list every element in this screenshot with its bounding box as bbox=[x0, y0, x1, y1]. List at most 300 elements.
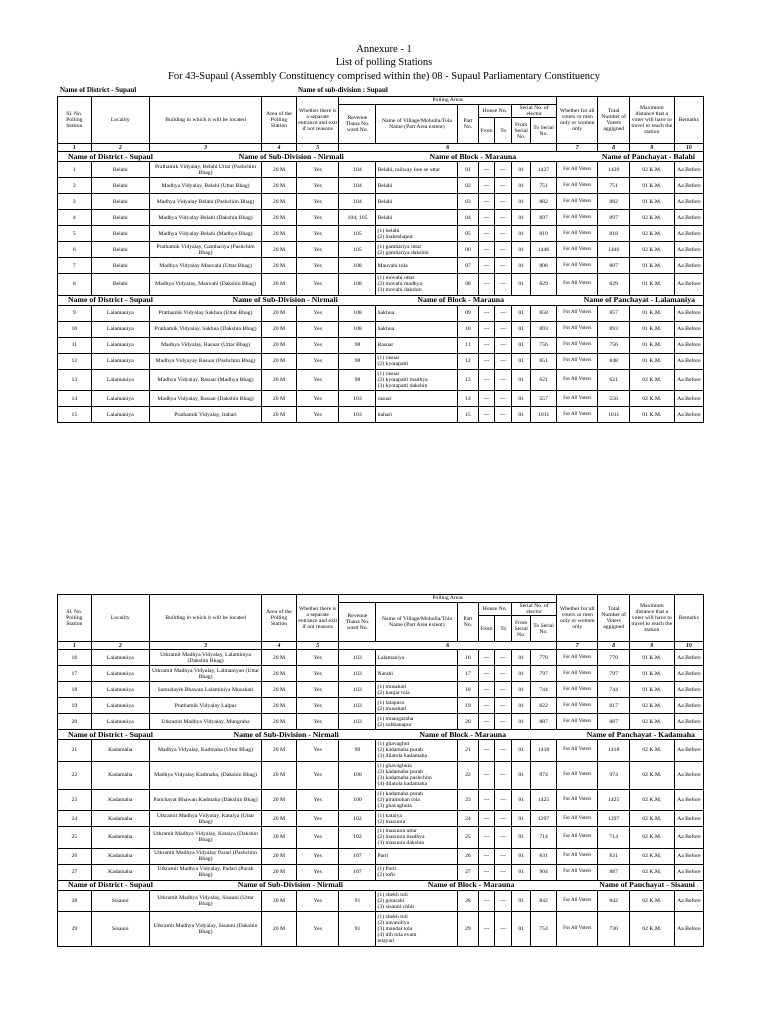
cell-house-to: --- bbox=[495, 242, 512, 258]
cell-total-voters: 1297 bbox=[598, 811, 629, 827]
section-header bbox=[58, 152, 704, 162]
cell-area: 20 M bbox=[262, 650, 297, 666]
cell-total-voters: 817 bbox=[598, 698, 629, 714]
cell-building: Utkramit Madhya Vidyalay Parari (Pashchim Bhag) bbox=[149, 848, 261, 864]
cell-part-no: 19 bbox=[458, 698, 478, 714]
cell-max-distance: 02 K.M. bbox=[629, 740, 674, 762]
subdivision-label: Name of sub-division : Supaul bbox=[298, 86, 388, 94]
cell-serial-no: 16 bbox=[58, 650, 92, 666]
cell-building: Utkramit Madhya Vidyalay, Padari (Purab Bhag) bbox=[149, 864, 261, 880]
table-row bbox=[58, 369, 704, 391]
cell-village: Belahi bbox=[376, 194, 458, 210]
cell-locality: Lalamaniya bbox=[91, 714, 149, 730]
cell-village: Parri bbox=[376, 848, 458, 864]
cell-house-to: --- bbox=[495, 337, 512, 353]
column-number: 8 bbox=[598, 642, 629, 650]
cell-building: Madhya Vidyalay Belahi (Madhya Bhag) bbox=[149, 226, 261, 242]
cell-max-distance: 01 K.M. bbox=[629, 321, 674, 337]
cell-area: 20 M bbox=[262, 761, 297, 789]
header-locality: Locality bbox=[91, 595, 149, 642]
cell-max-distance: 02 K.M. bbox=[629, 226, 674, 242]
cell-part-no: 13 bbox=[458, 369, 478, 391]
cell-village: Belahi bbox=[376, 210, 458, 226]
cell-remarks: Aa Before bbox=[674, 369, 703, 391]
cell-to-serial: 751 bbox=[531, 178, 557, 194]
section-block: Name of Block - Marauna bbox=[417, 295, 505, 305]
table-row bbox=[58, 848, 704, 864]
cell-locality: Sisauni bbox=[91, 912, 149, 947]
cell-to-serial: 858 bbox=[531, 305, 557, 321]
cell-building: Madhya Vidyalay Belahi (Dakshin Bhag) bbox=[149, 210, 261, 226]
cell-house-from: --- bbox=[478, 369, 495, 391]
cell-house-from: --- bbox=[478, 305, 495, 321]
cell-building: Prathamik Vidyalay Sakhua (Uttar Bhag) bbox=[149, 305, 261, 321]
cell-area: 20 M bbox=[262, 789, 297, 811]
cell-locality: Lalamaniya bbox=[91, 650, 149, 666]
cell-house-to: --- bbox=[495, 391, 512, 407]
cell-house-to: --- bbox=[495, 226, 512, 242]
cell-voter-type: For All Voters bbox=[556, 369, 597, 391]
cell-to-serial: 1446 bbox=[531, 242, 557, 258]
cell-serial-no: 29 bbox=[58, 912, 92, 947]
cell-house-from: --- bbox=[478, 210, 495, 226]
cell-voter-type: For All Voters bbox=[556, 890, 597, 912]
cell-remarks: Aa Before bbox=[674, 666, 703, 682]
cell-thana-no: 104 bbox=[339, 178, 376, 194]
table-row bbox=[58, 210, 704, 226]
table-row bbox=[58, 890, 704, 912]
cell-locality: Lalamaniya bbox=[91, 698, 149, 714]
cell-remarks: Aa Before bbox=[674, 740, 703, 762]
cell-entrance: Yes bbox=[296, 242, 339, 258]
cell-voter-type: For All Voters bbox=[556, 162, 597, 178]
table-row bbox=[58, 698, 704, 714]
cell-to-serial: 557 bbox=[531, 391, 557, 407]
cell-remarks: Aa Before bbox=[674, 391, 703, 407]
section-subdivision: Name of Sub-Division - Nirmali bbox=[233, 729, 339, 739]
cell-thana-no: 91 bbox=[339, 912, 376, 947]
cell-locality: Kadamaha bbox=[91, 827, 149, 849]
cell-from-serial: 01 bbox=[512, 740, 531, 762]
cell-part-no: 25 bbox=[458, 827, 478, 849]
table-row bbox=[58, 337, 704, 353]
table-row bbox=[58, 740, 704, 762]
cell-area: 20 M bbox=[262, 912, 297, 947]
cell-part-no: 22 bbox=[458, 761, 478, 789]
column-number: 10 bbox=[674, 144, 703, 152]
cell-house-to: --- bbox=[495, 650, 512, 666]
cell-serial-no: 15 bbox=[58, 407, 92, 423]
cell-to-serial: 851 bbox=[531, 353, 557, 369]
cell-from-serial: 01 bbox=[512, 162, 531, 178]
cell-house-to: --- bbox=[495, 274, 512, 296]
cell-area: 20 M bbox=[262, 353, 297, 369]
header-from: From bbox=[478, 118, 495, 144]
cell-from-serial: 01 bbox=[512, 391, 531, 407]
cell-part-no: 26 bbox=[458, 848, 478, 864]
header-total: Total Number of Voters aggigned bbox=[598, 595, 629, 642]
cell-building: Prathamik Vidyalay Lalpur bbox=[149, 698, 261, 714]
cell-voter-type: For All Voters bbox=[556, 864, 597, 880]
cell-area: 20 M bbox=[262, 194, 297, 210]
column-number: 5 bbox=[296, 144, 339, 152]
cell-to-serial: 797 bbox=[531, 666, 557, 682]
section-block: Name of Block - Marauna bbox=[419, 729, 507, 739]
cell-max-distance: 01 K.M. bbox=[629, 650, 674, 666]
table-row bbox=[58, 714, 704, 730]
cell-from-serial: 01 bbox=[512, 864, 531, 880]
cell-voter-type: For All Voters bbox=[556, 407, 597, 423]
cell-remarks: Aa Before bbox=[674, 321, 703, 337]
cell-area: 20 M bbox=[262, 827, 297, 849]
cell-total-voters: 974 bbox=[598, 761, 629, 789]
cell-thana-no: 104 bbox=[339, 194, 376, 210]
polling-stations-table-page-2 bbox=[57, 594, 704, 947]
cell-from-serial: 01 bbox=[512, 210, 531, 226]
header-entrance: Whether there is a separate entrance and exit if not reasons bbox=[296, 595, 339, 642]
cell-remarks: Aa Before bbox=[674, 178, 703, 194]
cell-remarks: Aa Before bbox=[674, 353, 703, 369]
cell-building: Prathamik Vidyalay, Belahi Uttar (Pashchim Bhag) bbox=[149, 162, 261, 178]
cell-remarks: Aa Before bbox=[674, 194, 703, 210]
header-to-serial: To Serial No. bbox=[531, 118, 557, 144]
table-row bbox=[58, 666, 704, 682]
cell-serial-no: 10 bbox=[58, 321, 92, 337]
table-row bbox=[58, 811, 704, 827]
cell-locality: Lalamaniya bbox=[91, 369, 149, 391]
cell-max-distance: 02 K.M. bbox=[629, 369, 674, 391]
header-building: Building in which it will be located bbox=[149, 97, 261, 144]
cell-part-no: 17 bbox=[458, 666, 478, 682]
cell-total-voters: 1420 bbox=[598, 162, 629, 178]
cell-entrance: Yes bbox=[296, 258, 339, 274]
cell-house-to: --- bbox=[495, 178, 512, 194]
cell-thana-no: 100 bbox=[339, 761, 376, 789]
cell-from-serial: 01 bbox=[512, 353, 531, 369]
column-number: 4 bbox=[262, 642, 297, 650]
cell-max-distance: 02 K.M. bbox=[629, 761, 674, 789]
cell-part-no: 02 bbox=[458, 178, 478, 194]
cell-building: Madhya Vidyalay Mauvahi (Uttar Bhag) bbox=[149, 258, 261, 274]
cell-part-no: 08 bbox=[458, 274, 478, 296]
cell-max-distance: 02 K.M. bbox=[629, 811, 674, 827]
cell-voter-type: For All Voters bbox=[556, 740, 597, 762]
cell-max-distance: 01 K.M. bbox=[629, 353, 674, 369]
cell-voter-type: For All Voters bbox=[556, 811, 597, 827]
cell-thana-no: 103 bbox=[339, 682, 376, 698]
cell-to-serial: 974 bbox=[531, 761, 557, 789]
cell-voter-type: For All Voters bbox=[556, 666, 597, 682]
cell-area: 20 M bbox=[262, 321, 297, 337]
cell-locality: Belahi bbox=[91, 162, 149, 178]
cell-house-from: --- bbox=[478, 353, 495, 369]
cell-total-voters: 807 bbox=[598, 258, 629, 274]
cell-building: Madhya Vidyalay, Mauvahi (Dakshin Bhag) bbox=[149, 274, 261, 296]
cell-locality: Lalamaniya bbox=[91, 305, 149, 321]
cell-part-no: 23 bbox=[458, 789, 478, 811]
cell-entrance: Yes bbox=[296, 353, 339, 369]
cell-part-no: 03 bbox=[458, 194, 478, 210]
section-header bbox=[58, 295, 704, 305]
cell-house-from: --- bbox=[478, 698, 495, 714]
cell-village: (1) gamhariya uttar (2) gamhariya dakshin bbox=[376, 242, 458, 258]
cell-remarks: Aa Before bbox=[674, 864, 703, 880]
cell-total-voters: 829 bbox=[598, 274, 629, 296]
cell-building: Utkramit Madhya Vidyalay, Sisauni (Uttar Bhag) bbox=[149, 890, 261, 912]
table-row bbox=[58, 864, 704, 880]
cell-house-from: --- bbox=[478, 714, 495, 730]
cell-voter-type: For All Voters bbox=[556, 391, 597, 407]
header-whether: Whether for all voters or men only or women only bbox=[556, 595, 597, 642]
cell-to-serial: 831 bbox=[531, 848, 557, 864]
table-row bbox=[58, 194, 704, 210]
cell-village: (1) muangaraha (2) subhanapur bbox=[376, 714, 458, 730]
cell-total-voters: 897 bbox=[598, 210, 629, 226]
annexure-title: Annexure - 1 bbox=[356, 44, 412, 55]
cell-total-voters: 887 bbox=[598, 864, 629, 880]
table-row bbox=[58, 226, 704, 242]
cell-area: 20 M bbox=[262, 890, 297, 912]
cell-locality: Lalamaniya bbox=[91, 391, 149, 407]
cell-locality: Lalamaniya bbox=[91, 682, 149, 698]
cell-total-voters: 770 bbox=[598, 650, 629, 666]
cell-entrance: Yes bbox=[296, 864, 339, 880]
cell-remarks: Aa Before bbox=[674, 226, 703, 242]
cell-village: (1) ghavaghuta (2) kadamaha purab (3) kadamaha pashchim (4) dilatola kadamaha bbox=[376, 761, 458, 789]
cell-from-serial: 01 bbox=[512, 242, 531, 258]
cell-from-serial: 01 bbox=[512, 337, 531, 353]
cell-village: Narahi bbox=[376, 666, 458, 682]
cell-from-serial: 01 bbox=[512, 650, 531, 666]
cell-voter-type: For All Voters bbox=[556, 650, 597, 666]
cell-remarks: Aa Before bbox=[674, 698, 703, 714]
cell-entrance: Yes bbox=[296, 274, 339, 296]
cell-entrance: Yes bbox=[296, 194, 339, 210]
cell-village: Sakhua bbox=[376, 305, 458, 321]
cell-entrance: Yes bbox=[296, 226, 339, 242]
cell-part-no: 28 bbox=[458, 890, 478, 912]
cell-building: Madhya Vidyayay Rasuar (Pashchim Bhag) bbox=[149, 353, 261, 369]
cell-to-serial: 1425 bbox=[531, 789, 557, 811]
cell-area: 20 M bbox=[262, 226, 297, 242]
cell-area: 20 M bbox=[262, 682, 297, 698]
cell-building: Prathamik Vidyalay, Itahari bbox=[149, 407, 261, 423]
cell-max-distance: 01 K.M. bbox=[629, 305, 674, 321]
cell-entrance: Yes bbox=[296, 407, 339, 423]
column-number: 5 bbox=[296, 642, 339, 650]
table-row bbox=[58, 321, 704, 337]
cell-house-from: --- bbox=[478, 890, 495, 912]
cell-remarks: Aa Before bbox=[674, 761, 703, 789]
cell-entrance: Yes bbox=[296, 740, 339, 762]
cell-house-to: --- bbox=[495, 761, 512, 789]
cell-part-no: 12 bbox=[458, 353, 478, 369]
cell-part-no: 14 bbox=[458, 391, 478, 407]
cell-locality: Lalamaniya bbox=[91, 353, 149, 369]
cell-to-serial: 770 bbox=[531, 650, 557, 666]
cell-total-voters: 751 bbox=[598, 178, 629, 194]
table-row bbox=[58, 178, 704, 194]
cell-remarks: Aa Before bbox=[674, 650, 703, 666]
cell-from-serial: 01 bbox=[512, 666, 531, 682]
header-entrance: Whether there is a separate entrance and exit if not reasons bbox=[296, 97, 339, 144]
cell-house-to: --- bbox=[495, 789, 512, 811]
cell-part-no: 04 bbox=[458, 210, 478, 226]
cell-from-serial: 01 bbox=[512, 848, 531, 864]
cell-total-voters: 818 bbox=[598, 226, 629, 242]
cell-from-serial: 01 bbox=[512, 226, 531, 242]
cell-house-to: --- bbox=[495, 811, 512, 827]
cell-building: Madhya Vidyalay Belahi (Pashchim Bhag) bbox=[149, 194, 261, 210]
cell-house-from: --- bbox=[478, 666, 495, 682]
cell-area: 20 M bbox=[262, 242, 297, 258]
cell-total-voters: 887 bbox=[598, 714, 629, 730]
cell-village: (1) rasuar (2) kyotapatti bbox=[376, 353, 458, 369]
column-number: 1 bbox=[58, 642, 92, 650]
header-from-serial: From Serial No. bbox=[512, 118, 531, 144]
cell-voter-type: For All Voters bbox=[556, 194, 597, 210]
cell-house-from: --- bbox=[478, 162, 495, 178]
column-number: 2 bbox=[91, 642, 149, 650]
cell-area: 20 M bbox=[262, 178, 297, 194]
cell-max-distance: 01 K.M. bbox=[629, 258, 674, 274]
cell-serial-no: 8 bbox=[58, 274, 92, 296]
column-number: 3 bbox=[149, 642, 261, 650]
cell-max-distance: 02 K.M. bbox=[629, 714, 674, 730]
cell-house-from: --- bbox=[478, 827, 495, 849]
cell-entrance: Yes bbox=[296, 714, 339, 730]
cell-from-serial: 01 bbox=[512, 761, 531, 789]
cell-from-serial: 01 bbox=[512, 258, 531, 274]
cell-house-from: --- bbox=[478, 740, 495, 762]
cell-voter-type: For All Voters bbox=[556, 305, 597, 321]
cell-building: Madhya Vidyalay, Rasuar (Dakshin Bhag) bbox=[149, 391, 261, 407]
cell-total-voters: 857 bbox=[598, 305, 629, 321]
cell-locality: Belahi bbox=[91, 194, 149, 210]
header-max-dist: Maximum distance that a voter will have to travel to reach the station bbox=[629, 595, 674, 642]
cell-max-distance: 02 K.M. bbox=[629, 912, 674, 947]
cell-to-serial: 893 bbox=[531, 321, 557, 337]
cell-locality: Belahi bbox=[91, 210, 149, 226]
cell-to-serial: 882 bbox=[531, 194, 557, 210]
header-total: Total Number of Voters aggigned bbox=[598, 97, 629, 144]
cell-thana-no: 105 bbox=[339, 226, 376, 242]
section-district: Name of District - Supaul bbox=[68, 151, 153, 161]
cell-village: Rasuar bbox=[376, 337, 458, 353]
cell-from-serial: 01 bbox=[512, 890, 531, 912]
cell-house-to: --- bbox=[495, 740, 512, 762]
cell-thana-no: 99 bbox=[339, 740, 376, 762]
section-subdivision: Name of Sub-Division - Nirmali bbox=[238, 151, 344, 161]
cell-voter-type: For All Voters bbox=[556, 337, 597, 353]
cell-house-from: --- bbox=[478, 864, 495, 880]
cell-part-no: 01 bbox=[458, 162, 478, 178]
header-whether: Whether for all voters or men only or women only bbox=[556, 97, 597, 144]
cell-serial-no: 24 bbox=[58, 811, 92, 827]
cell-house-from: --- bbox=[478, 811, 495, 827]
cell-locality: Kadamaha bbox=[91, 848, 149, 864]
cell-locality: Belahi bbox=[91, 274, 149, 296]
table-row bbox=[58, 682, 704, 698]
cell-house-from: --- bbox=[478, 391, 495, 407]
cell-max-distance: 02 K.M. bbox=[629, 848, 674, 864]
section-block: Name of Block - Marauna bbox=[429, 151, 517, 161]
cell-from-serial: 01 bbox=[512, 912, 531, 947]
cell-locality: Lalamaniya bbox=[91, 407, 149, 423]
cell-remarks: Aa Before bbox=[674, 811, 703, 827]
cell-remarks: Aa Before bbox=[674, 714, 703, 730]
cell-thana-no: 108 bbox=[339, 274, 376, 296]
cell-remarks: Aa Before bbox=[674, 162, 703, 178]
cell-house-from: --- bbox=[478, 912, 495, 947]
table-row bbox=[58, 242, 704, 258]
section-district: Name of District - Supaul bbox=[68, 880, 153, 890]
cell-total-voters: 1011 bbox=[598, 407, 629, 423]
cell-to-serial: 897 bbox=[531, 210, 557, 226]
cell-from-serial: 01 bbox=[512, 714, 531, 730]
cell-village: Lalamaniya bbox=[376, 650, 458, 666]
header-locality: Locality bbox=[91, 97, 149, 144]
cell-max-distance: 02 K.M. bbox=[629, 864, 674, 880]
cell-area: 20 M bbox=[262, 258, 297, 274]
cell-thana-no: 98 bbox=[339, 337, 376, 353]
cell-total-voters: 1446 bbox=[598, 242, 629, 258]
cell-total-voters: 882 bbox=[598, 194, 629, 210]
cell-to-serial: 1427 bbox=[531, 162, 557, 178]
cell-entrance: Yes bbox=[296, 682, 339, 698]
cell-total-voters: 1418 bbox=[598, 740, 629, 762]
cell-locality: Belahi bbox=[91, 226, 149, 242]
cell-voter-type: For All Voters bbox=[556, 912, 597, 947]
header-area: Area of the Polling Station bbox=[262, 595, 297, 642]
cell-part-no: 10 bbox=[458, 321, 478, 337]
section-block: Name of Block - Marauna bbox=[427, 880, 515, 890]
cell-part-no: 21 bbox=[458, 740, 478, 762]
cell-voter-type: For All Voters bbox=[556, 682, 597, 698]
cell-part-no: 27 bbox=[458, 864, 478, 880]
column-number: 8 bbox=[598, 144, 629, 152]
cell-village: (1) Parri (2) tofir bbox=[376, 864, 458, 880]
cell-area: 20 M bbox=[262, 666, 297, 682]
cell-locality: Sisauni bbox=[91, 890, 149, 912]
column-number: 6 bbox=[339, 144, 557, 152]
cell-house-to: --- bbox=[495, 682, 512, 698]
cell-thana-no: 102 bbox=[339, 827, 376, 849]
cell-area: 20 M bbox=[262, 407, 297, 423]
cell-house-to: --- bbox=[495, 369, 512, 391]
cell-total-voters: 714 bbox=[598, 827, 629, 849]
table-row bbox=[58, 162, 704, 178]
cell-entrance: Yes bbox=[296, 811, 339, 827]
header-polling-areas: Polling Areas bbox=[339, 595, 557, 603]
cell-building: Prathamik Vidyalay, Gamhariya (Pashchim Bhag) bbox=[149, 242, 261, 258]
cell-remarks: Aa Before bbox=[674, 274, 703, 296]
cell-area: 20 M bbox=[262, 337, 297, 353]
cell-serial-no: 22 bbox=[58, 761, 92, 789]
cell-from-serial: 01 bbox=[512, 827, 531, 849]
cell-locality: Belahi bbox=[91, 178, 149, 194]
cell-village: (1) lalapura (2) musahari bbox=[376, 698, 458, 714]
cell-voter-type: For All Voters bbox=[556, 698, 597, 714]
cell-entrance: Yes bbox=[296, 210, 339, 226]
cell-locality: Lalamaniya bbox=[91, 666, 149, 682]
cell-house-from: --- bbox=[478, 274, 495, 296]
cell-to-serial: 819 bbox=[531, 226, 557, 242]
cell-max-distance: 01 K.M. bbox=[629, 194, 674, 210]
cell-remarks: Aa Before bbox=[674, 242, 703, 258]
cell-serial-no: 26 bbox=[58, 848, 92, 864]
cell-remarks: Aa Before bbox=[674, 789, 703, 811]
